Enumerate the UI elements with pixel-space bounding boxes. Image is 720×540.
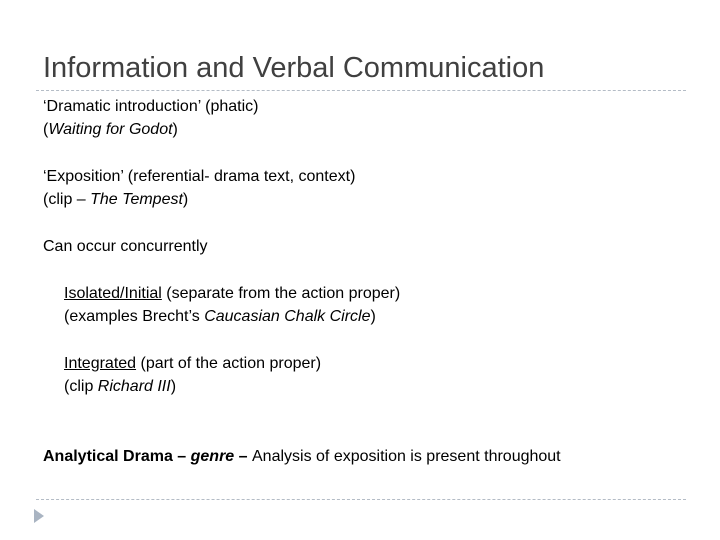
isolated-line <box>64 284 400 304</box>
richard-title: Richard III <box>97 378 171 395</box>
exposition-line: ‘Exposition’ (referential- drama text, context) <box>43 168 356 185</box>
integrated-desc: (part of the action proper) <box>136 355 322 372</box>
richard-close-paren: ) <box>170 378 177 395</box>
analytical-drama-line <box>43 447 561 467</box>
analytical-genre: genre <box>190 448 235 465</box>
brecht-line <box>64 307 376 327</box>
integrated-line <box>64 354 321 374</box>
tempest-line <box>43 190 188 210</box>
godot-line <box>43 120 178 140</box>
brecht-prefix: (examples Brecht’s <box>64 308 205 325</box>
dramatic-introduction-line: ‘Dramatic introduction’ (phatic) <box>43 98 259 115</box>
slide-title: Information and Verbal Communication <box>43 52 545 84</box>
analytical-bold-2: – <box>234 448 252 465</box>
footer-divider <box>36 499 686 500</box>
tempest-title: The Tempest <box>90 191 183 208</box>
isolated-term: Isolated/Initial <box>64 285 162 302</box>
title-divider <box>36 90 686 91</box>
triangle-right-icon <box>34 509 44 523</box>
godot-open-paren: ( <box>43 121 49 138</box>
isolated-desc: (separate from the action proper) <box>161 285 401 302</box>
godot-title: Waiting for Godot <box>48 121 173 138</box>
integrated-term: Integrated <box>64 355 137 372</box>
tempest-prefix: (clip – <box>43 191 91 208</box>
richard-line <box>64 377 176 397</box>
godot-close-paren: ) <box>172 121 178 138</box>
analytical-rest: Analysis of exposition is present throughout <box>252 448 561 465</box>
richard-prefix: (clip <box>64 378 98 395</box>
tempest-close-paren: ) <box>182 191 189 208</box>
brecht-title: Caucasian Chalk Circle <box>204 308 371 325</box>
brecht-close-paren: ) <box>370 308 376 325</box>
analytical-bold-1: Analytical Drama – <box>43 448 191 465</box>
concurrent-line: Can occur concurrently <box>43 238 208 255</box>
